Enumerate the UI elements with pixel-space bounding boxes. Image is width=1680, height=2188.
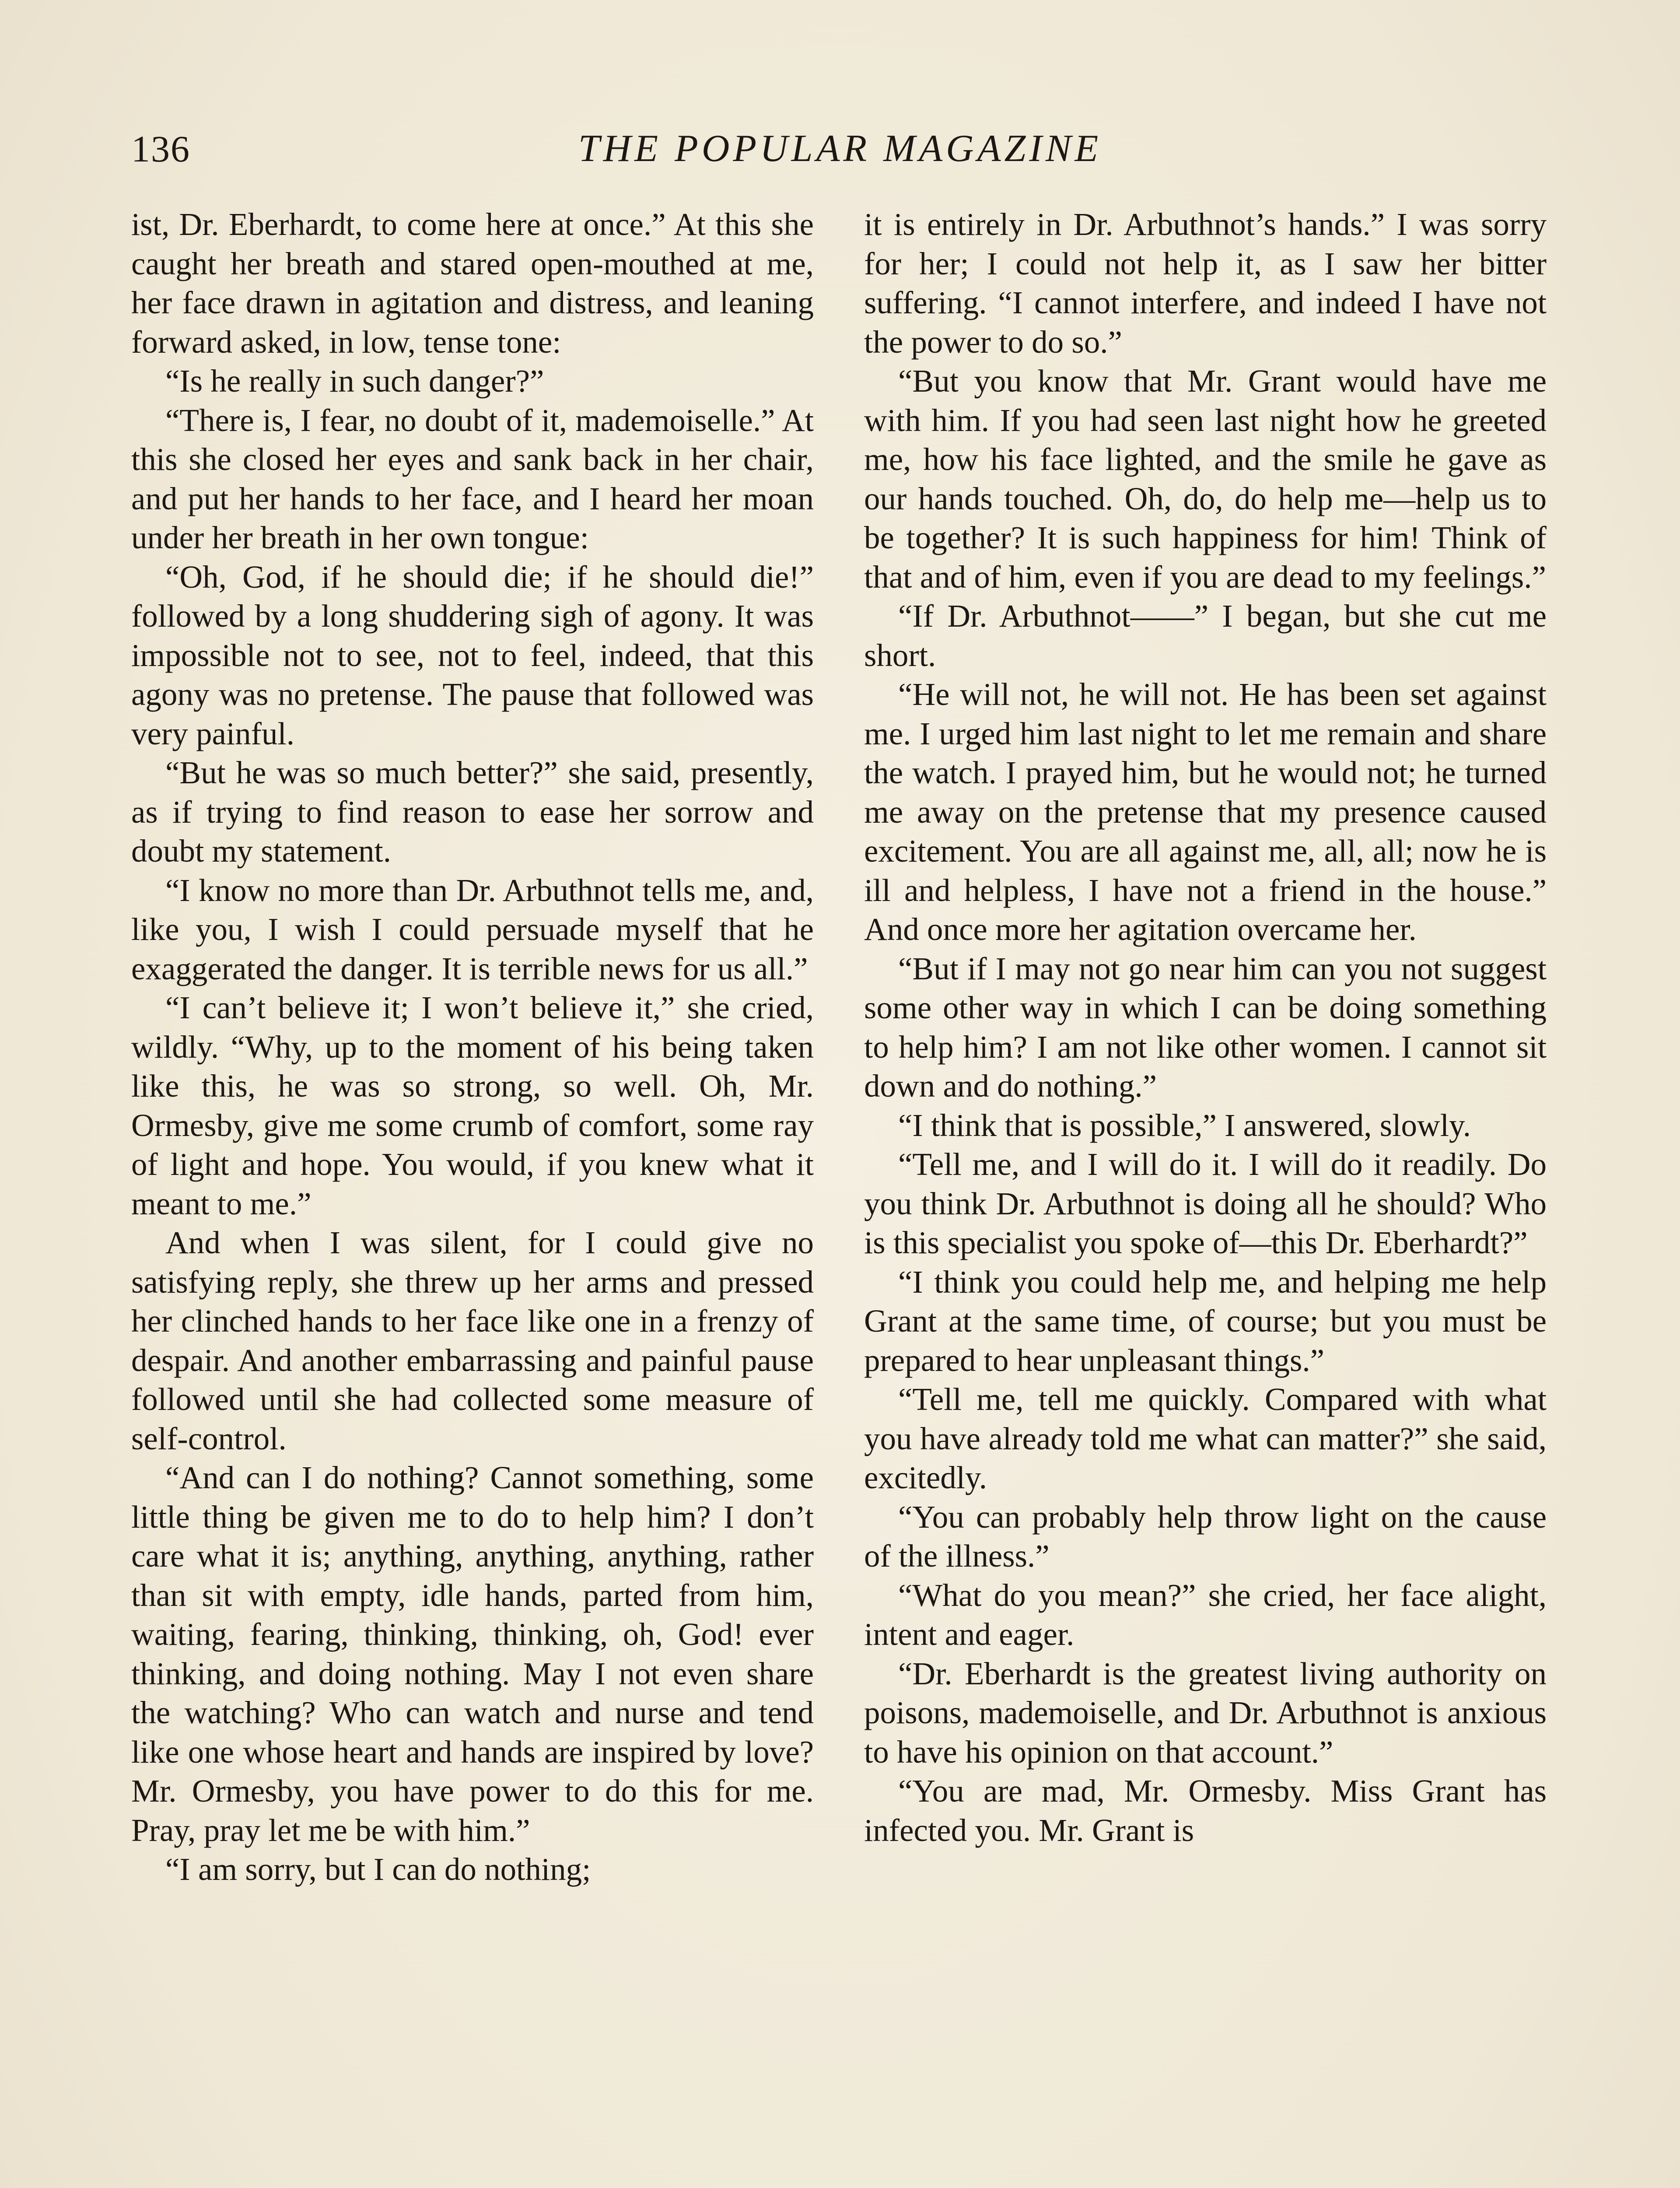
paragraph: “Tell me, and I will do it. I will do it readily. Do you think Dr. Arbuthnot is doing all he should? Who is this specialist you spoke of—this Dr. Eberhardt?” — [864, 1147, 1547, 1260]
paragraph: “If Dr. Arbuthnot——” I began, but she cut me short. — [864, 598, 1547, 673]
paragraph: “Tell me, tell me quickly. Compared with what you have already told me what can matter?” she said, excitedly. — [864, 1382, 1547, 1495]
paragraph: “Dr. Eberhardt is the greatest living authority on poisons, mademoiselle, and Dr. Arbuthnot is anxious to have his opinion on that account.” — [864, 1655, 1547, 1770]
paragraph: And when I was silent, for I could give no satisfying reply, she threw up her arms and pressed her clinched hands to her face like one in a frenzy of despair. And another embarrassing and painful pause followed until she had collected some measure of self-control. — [131, 1225, 814, 1456]
paragraph: “What do you mean?” she cried, her face alight, intent and eager. — [864, 1577, 1547, 1652]
paragraph: “Is he really in such danger?” — [165, 363, 544, 399]
paragraph: “But you know that Mr. Grant would have me with him. If you had seen last night how he greeted me, how his face lighted, and the smile he gave as our hands touched. Oh, do, do help me—help us to be together? It is such happiness for him! Think of that and of him, even if you are dead to my feelings.” — [864, 363, 1547, 595]
paragraph: “I know no more than Dr. Arbuthnot tells me, and, like you, I wish I could persuade myself that he exaggerated the danger. It is terrible news for us all.” — [131, 872, 814, 986]
paragraph: ist, Dr. Eberhardt, to come here at once.” At this she caught her breath and stared open-mouthed at me, her face drawn in agitation and distress, and leaning forward asked, in low, tense tone: — [131, 207, 814, 360]
paragraph: “And can I do nothing? Cannot something, some little thing be given me to do to help him? I don’t care what it is; anything, anything, anything, rather than sit with empty, idle hands, parted from him, waiting, fearing, thinking, thinking, oh, God! ever thinking, and doing nothing. May I not even share the watching? Who can watch and nurse and tend like one whose heart and hands are inspired by love? Mr. Ormesby, you have power to do this for me. Pray, pray let me be with him.” — [131, 1460, 814, 1848]
paragraph: “I am sorry, but I can do nothing; — [165, 1851, 591, 1887]
text-column-right — [864, 205, 1547, 1850]
paragraph: “But if I may not go near him can you not suggest some other way in which I can be doing something to help him? I am not like other women. I cannot sit down and do nothing.” — [864, 950, 1547, 1104]
paragraph: “There is, I fear, no doubt of it, mademoiselle.” At this she closed her eyes and sank back in her chair, and put her hands to her face, and I heard her moan under her breath in her own tongue: — [131, 402, 814, 555]
paragraph: “But he was so much better?” she said, presently, as if trying to find reason to ease her sorrow and doubt my statement. — [131, 755, 814, 869]
text-column-left — [131, 205, 814, 1889]
paragraph: “I think you could help me, and helping me help Grant at the same time, of course; but you must be prepared to hear unpleasant things.” — [864, 1264, 1547, 1378]
paragraph: “Oh, God, if he should die; if he should die!” followed by a long shuddering sigh of agony. It was impossible not to see, not to feel, indeed, that this agony was no pretense. The pause that followed was very painful. — [131, 559, 814, 751]
paragraph: “You are mad, Mr. Ormesby. Miss Grant has infected you. Mr. Grant is — [864, 1773, 1547, 1848]
paragraph: “He will not, he will not. He has been set against me. I urged him last night to let me remain and share the watch. I prayed him, but he would not; he turned me away on the pretense that my presence caused excitement. You are all against me, all, all; now he is ill and helpless, I have not a friend in the house.” And once more her agitation overcame her. — [864, 677, 1547, 947]
paragraph: “I think that is possible,” I answered, slowly. — [898, 1107, 1471, 1143]
paragraph: it is entirely in Dr. Arbuthnot’s hands.” I was sorry for her; I could not help it, as I saw her bitter suffering. “I cannot interfere, and indeed I have not the power to do so.” — [864, 207, 1547, 360]
paragraph: “I can’t believe it; I won’t believe it,” she cried, wildly. “Why, up to the moment of his being taken like this, he was so strong, so well. Oh, Mr. Ormesby, give me some crumb of comfort, some ray of light and hope. You would, if you knew what it meant to me.” — [131, 990, 814, 1221]
running-title: THE POPULAR MAGAZINE — [578, 127, 1102, 170]
paragraph: “You can probably help throw light on the cause of the illness.” — [864, 1499, 1547, 1574]
page-header — [131, 118, 1549, 179]
page-number: 136 — [131, 128, 190, 170]
